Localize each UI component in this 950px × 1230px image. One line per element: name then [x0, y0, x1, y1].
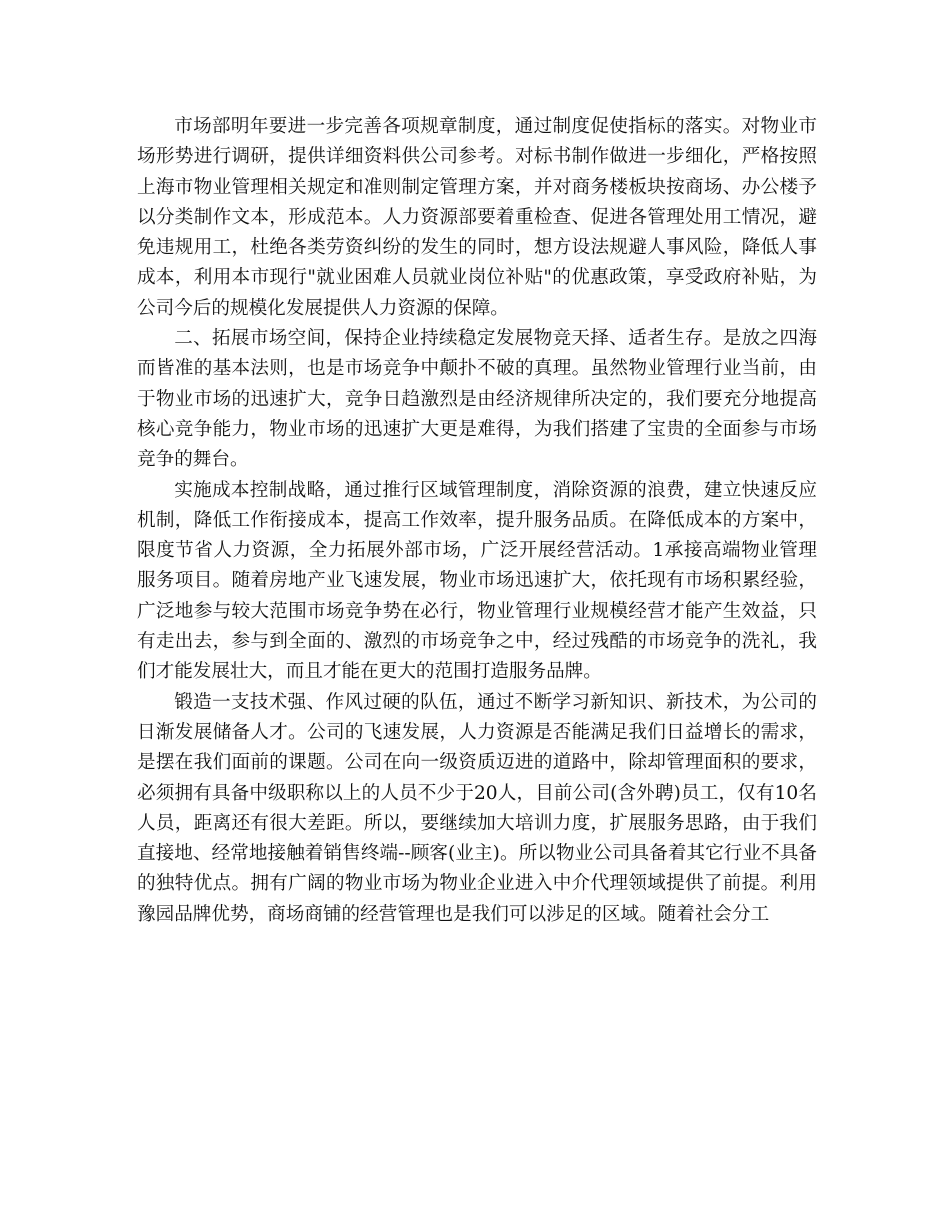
document-body: [137, 112, 817, 930]
paragraph-team-building: 锻造一支技术强、作风过硬的队伍，通过不断学习新知识、新技术，为公司的日渐发展储备人才。公司的飞速发展，人力资源是否能满足我们日益增长的需求，是摆在我们面前的课题。公司在向一级资质迈进的道路中，除却管理面积的要求，必须拥有具备中级职称以上的人员不少于20人，目前公司(含外聘)员工，仅有10名人员，距离还有很大差距。所以，要继续加大培训力度，扩展服务思路，由于我们直接地、经常地接触着销售终端--顾客(业主)。所以物业公司具备着其它行业不具备的独特优点。拥有广阔的物业市场为物业企业进入中介代理领域提供了前提。利用豫园品牌优势，商场商铺的经营管理也是我们可以涉足的区域。随着社会分工: [137, 691, 817, 925]
paragraph-market-department: 市场部明年要进一步完善各项规章制度，通过制度促使指标的落实。对物业市场形势进行调研，提供详细资料供公司参考。对标书制作做进一步细化，严格按照上海市物业管理相关规定和准则制定管理方案，并对商务楼板块按商场、办公楼予以分类制作文本，形成范本。人力资源部要着重检查、促进各管理处用工情况，避免违规用工，杜绝各类劳资纠纷的发生的同时，想方设法规避人事风险，降低人事成本，利用本市现行"就业困难人员就业岗位补贴"的优惠政策，享受政府补贴，为公司今后的规模化发展提供人力资源的保障。: [137, 116, 817, 319]
paragraph-expand-market-space: 二、拓展市场空间，保持企业持续稳定发展物竞天择、适者生存。是放之四海而皆准的基本法则，也是市场竞争中颠扑不破的真理。虽然物业管理行业当前，由于物业市场的迅速扩大，竞争日趋激烈是由经济规律所决定的，我们要充分地提高核心竞争能力，物业市场的迅速扩大更是难得，为我们搭建了宝贵的全面参与市场竞争的舞台。: [137, 328, 817, 471]
paragraph-cost-control: 实施成本控制战略，通过推行区域管理制度，消除资源的浪费，建立快速反应机制，降低工作衔接成本，提高工作效率，提升服务品质。在降低成本的方案中，限度节省人力资源，全力拓展外部市场，广泛开展经营活动。1承接高端物业管理服务项目。随着房地产业飞速发展，物业市场迅速扩大，依托现有市场积累经验，广泛地参与较大范围市场竞争势在必行，物业管理行业规模经营才能产生效益，只有走出去，参与到全面的、激烈的市场竞争之中，经过残酷的市场竞争的洗礼，我们才能发展壮大，而且才能在更大的范围打造服务品牌。: [137, 479, 817, 683]
